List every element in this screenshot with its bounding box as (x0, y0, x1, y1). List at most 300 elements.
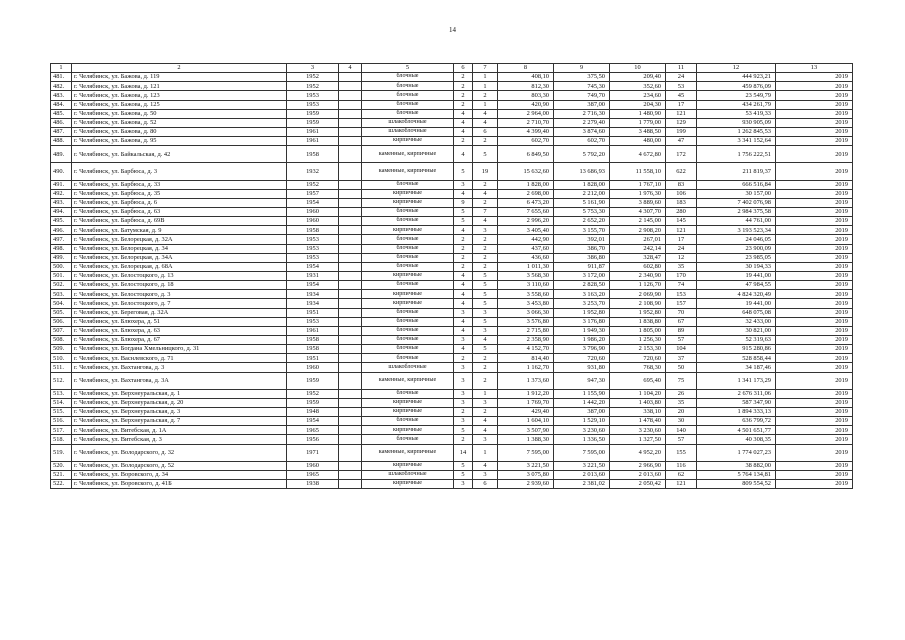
cell-total-area: 437,60 (498, 244, 554, 253)
cell-wall-material: шлакоблочные (362, 363, 454, 372)
table-row (51, 244, 853, 253)
cell-apartments-area: 1 104,20 (610, 389, 666, 398)
cell-floors: 3 (454, 363, 473, 372)
cell-wall-material: шлакоблочные (362, 118, 454, 127)
table-row (51, 470, 853, 479)
cell-living-area: 1 155,90 (554, 389, 610, 398)
cell-residents: 37 (666, 354, 697, 363)
cell-build-year: 1932 (287, 163, 339, 180)
header-cell-floors: 6 (454, 64, 473, 73)
cell-apartments-area: 2 108,90 (610, 299, 666, 308)
cell-apartments-area: 2 050,42 (610, 480, 666, 489)
cell-residents: 75 (666, 372, 697, 389)
cell-build-year: 1959 (287, 398, 339, 407)
cell-living-area: 2 716,30 (554, 109, 610, 118)
table-row (51, 345, 853, 354)
cell-total-area: 2 358,90 (498, 336, 554, 345)
cell-col-4 (339, 272, 362, 281)
header-cell-col-4: 4 (339, 64, 362, 73)
cell-total-area: 15 632,60 (498, 163, 554, 180)
table-row (51, 354, 853, 363)
table-body (51, 64, 853, 489)
cell-total-area: 3 405,40 (498, 226, 554, 235)
cell-living-area: 3 874,60 (554, 127, 610, 136)
table-row (51, 426, 853, 435)
cell-year: 2019 (776, 354, 853, 363)
cell-col-4 (339, 480, 362, 489)
cell-col-4 (339, 118, 362, 127)
cell-floors: 4 (454, 189, 473, 198)
cell-col-4 (339, 398, 362, 407)
cell-entrances: 5 (473, 317, 498, 326)
cell-living-area: 3 253,70 (554, 299, 610, 308)
cell-apartments-area: 720,60 (610, 354, 666, 363)
cell-entrances: 5 (473, 281, 498, 290)
cell-cost: 23 549,79 (697, 91, 776, 100)
cell-entrances: 3 (473, 226, 498, 235)
cell-living-area: 5 792,20 (554, 146, 610, 163)
cell-year: 2019 (776, 262, 853, 271)
cell-build-year: 1953 (287, 253, 339, 262)
cell-address: г. Челябинск, ул. Белорецкая, д. 32А (72, 235, 287, 244)
cell-total-area: 3 568,30 (498, 272, 554, 281)
cell-col-4 (339, 281, 362, 290)
cell-year: 2019 (776, 398, 853, 407)
cell-year: 2019 (776, 226, 853, 235)
table-row (51, 363, 853, 372)
cell-address: г. Челябинск, ул. Бажова, д. 123 (72, 91, 287, 100)
cell-col-4 (339, 253, 362, 262)
cell-col-4 (339, 82, 362, 91)
cell-cost: 4 501 651,77 (697, 426, 776, 435)
cell-build-year: 1954 (287, 281, 339, 290)
cell-cost: 19 441,00 (697, 299, 776, 308)
cell-entrances: 5 (473, 146, 498, 163)
cell-entrances: 2 (473, 363, 498, 372)
cell-build-year: 1954 (287, 262, 339, 271)
cell-floors: 9 (454, 198, 473, 207)
cell-total-area: 602,70 (498, 137, 554, 146)
cell-col-4 (339, 363, 362, 372)
cell-wall-material: блочные (362, 217, 454, 226)
cell-entrances: 2 (473, 198, 498, 207)
cell-wall-material: блочные (362, 109, 454, 118)
cell-year: 2019 (776, 189, 853, 198)
cell-residents: 199 (666, 127, 697, 136)
cell-apartments-area: 338,10 (610, 408, 666, 417)
cell-floors: 2 (454, 435, 473, 444)
cell-cost: 1 756 222,51 (697, 146, 776, 163)
table-row (51, 127, 853, 136)
cell-floors: 4 (454, 299, 473, 308)
cell-apartments-area: 2 966,90 (610, 461, 666, 470)
cell-address: г. Челябинск, ул. Батумская, д. 9 (72, 226, 287, 235)
cell-row-number: 490. (51, 163, 72, 180)
cell-floors: 5 (454, 461, 473, 470)
cell-build-year: 1931 (287, 272, 339, 281)
cell-floors: 4 (454, 118, 473, 127)
cell-wall-material: кирпичные (362, 198, 454, 207)
cell-year: 2019 (776, 326, 853, 335)
cell-wall-material: блочные (362, 253, 454, 262)
cell-wall-material: блочные (362, 354, 454, 363)
cell-entrances: 5 (473, 299, 498, 308)
cell-col-4 (339, 163, 362, 180)
cell-year: 2019 (776, 389, 853, 398)
cell-apartments-area: 602,80 (610, 262, 666, 271)
cell-col-4 (339, 435, 362, 444)
cell-col-4 (339, 345, 362, 354)
cell-address: г. Челябинск, ул. Володарского, д. 52 (72, 461, 287, 470)
cell-row-number: 517. (51, 426, 72, 435)
cell-build-year: 1948 (287, 408, 339, 417)
cell-total-area: 1 373,60 (498, 372, 554, 389)
cell-total-area: 3 110,60 (498, 281, 554, 290)
table-row (51, 372, 853, 389)
cell-wall-material: кирпичные (362, 426, 454, 435)
cell-residents: 280 (666, 208, 697, 217)
cell-wall-material: блочные (362, 82, 454, 91)
cell-col-4 (339, 336, 362, 345)
cell-apartments-area: 480,00 (610, 137, 666, 146)
cell-wall-material: кирпичные (362, 480, 454, 489)
table-row (51, 398, 853, 407)
cell-wall-material: шлакоблочные (362, 127, 454, 136)
cell-year: 2019 (776, 217, 853, 226)
cell-address: г. Челябинск, ул. Барбюса, д. 3 (72, 163, 287, 180)
cell-total-area: 2 698,00 (498, 189, 554, 198)
cell-residents: 57 (666, 336, 697, 345)
cell-living-area: 7 595,00 (554, 444, 610, 461)
cell-build-year: 1954 (287, 417, 339, 426)
cell-build-year: 1965 (287, 426, 339, 435)
cell-cost: 53 419,33 (697, 109, 776, 118)
cell-row-number: 506. (51, 317, 72, 326)
table-row (51, 336, 853, 345)
cell-build-year: 1960 (287, 217, 339, 226)
cell-total-area: 1 604,10 (498, 417, 554, 426)
cell-living-area: 3 221,50 (554, 461, 610, 470)
cell-cost: 666 516,84 (697, 180, 776, 189)
cell-total-area: 814,40 (498, 354, 554, 363)
cell-living-area: 2 652,20 (554, 217, 610, 226)
cell-cost: 5 764 134,81 (697, 470, 776, 479)
cell-living-area: 911,87 (554, 262, 610, 271)
cell-cost: 47 984,55 (697, 281, 776, 290)
cell-living-area: 931,80 (554, 363, 610, 372)
cell-cost: 34 187,46 (697, 363, 776, 372)
cell-row-number: 509. (51, 345, 72, 354)
cell-apartments-area: 1 480,90 (610, 109, 666, 118)
cell-address: г. Челябинск, ул. Богдана Хмельницкого, д. 31 (72, 345, 287, 354)
cell-build-year: 1960 (287, 363, 339, 372)
header-cell-row-number: 1 (51, 64, 72, 73)
cell-floors: 3 (454, 398, 473, 407)
table-row (51, 389, 853, 398)
cell-build-year: 1951 (287, 308, 339, 317)
cell-build-year: 1958 (287, 226, 339, 235)
cell-build-year: 1953 (287, 91, 339, 100)
cell-address: г. Челябинск, ул. Барбюса, д. 6 (72, 198, 287, 207)
cell-wall-material: кирпичные (362, 461, 454, 470)
cell-total-area: 408,10 (498, 73, 554, 82)
cell-entrances: 4 (473, 336, 498, 345)
cell-floors: 4 (454, 290, 473, 299)
cell-total-area: 3 453,80 (498, 299, 554, 308)
cell-residents: 129 (666, 118, 697, 127)
cell-build-year: 1953 (287, 100, 339, 109)
cell-entrances: 2 (473, 262, 498, 271)
cell-cost: 587 347,90 (697, 398, 776, 407)
cell-col-4 (339, 426, 362, 435)
cell-floors: 2 (454, 354, 473, 363)
cell-wall-material: кирпичные (362, 137, 454, 146)
cell-apartments-area: 1 403,80 (610, 398, 666, 407)
cell-floors: 14 (454, 444, 473, 461)
cell-year: 2019 (776, 118, 853, 127)
cell-build-year: 1952 (287, 389, 339, 398)
cell-year: 2019 (776, 198, 853, 207)
table-row (51, 417, 853, 426)
cell-wall-material: каменные, кирпичные (362, 163, 454, 180)
cell-floors: 2 (454, 73, 473, 82)
cell-col-4 (339, 417, 362, 426)
cell-floors: 4 (454, 272, 473, 281)
cell-wall-material: блочные (362, 73, 454, 82)
cell-living-area: 1 442,20 (554, 398, 610, 407)
cell-address: г. Челябинск, ул. Васнлевского, д. 71 (72, 354, 287, 363)
cell-entrances: 3 (473, 398, 498, 407)
cell-living-area: 375,50 (554, 73, 610, 82)
table-row (51, 408, 853, 417)
cell-apartments-area: 1 779,00 (610, 118, 666, 127)
cell-build-year: 1971 (287, 444, 339, 461)
header-row (51, 64, 853, 73)
cell-total-area: 1 011,30 (498, 262, 554, 271)
cell-cost: 444 923,21 (697, 73, 776, 82)
cell-year: 2019 (776, 461, 853, 470)
cell-wall-material: кирпичные (362, 408, 454, 417)
cell-build-year: 1952 (287, 82, 339, 91)
cell-col-4 (339, 91, 362, 100)
cell-row-number: 516. (51, 417, 72, 426)
cell-year: 2019 (776, 435, 853, 444)
cell-apartments-area: 3 230,60 (610, 426, 666, 435)
table-row (51, 326, 853, 335)
cell-living-area: 1 336,50 (554, 435, 610, 444)
cell-total-area: 3 221,50 (498, 461, 554, 470)
table-row (51, 82, 853, 91)
header-cell-apartments-area: 10 (610, 64, 666, 73)
cell-cost: 23 900,09 (697, 244, 776, 253)
cell-address: г. Челябинск, ул. Бажова, д. 121 (72, 82, 287, 91)
cell-entrances: 1 (473, 389, 498, 398)
cell-residents: 83 (666, 180, 697, 189)
cell-build-year: 1958 (287, 146, 339, 163)
cell-living-area: 387,00 (554, 100, 610, 109)
cell-apartments-area: 695,40 (610, 372, 666, 389)
cell-row-number: 514. (51, 398, 72, 407)
cell-living-area: 386,70 (554, 244, 610, 253)
cell-wall-material: блочные (362, 100, 454, 109)
cell-col-4 (339, 146, 362, 163)
cell-col-4 (339, 137, 362, 146)
table-row (51, 235, 853, 244)
cell-total-area: 1 162,70 (498, 363, 554, 372)
cell-apartments-area: 234,60 (610, 91, 666, 100)
cell-cost: 19 441,00 (697, 272, 776, 281)
cell-address: г. Челябинск, ул. Бажова, д. 125 (72, 100, 287, 109)
cell-entrances: 1 (473, 100, 498, 109)
cell-col-4 (339, 180, 362, 189)
cell-floors: 3 (454, 417, 473, 426)
cell-apartments-area: 352,60 (610, 82, 666, 91)
cell-cost: 30 821,00 (697, 326, 776, 335)
cell-residents: 35 (666, 398, 697, 407)
cell-total-area: 6 849,50 (498, 146, 554, 163)
cell-wall-material: каменные, кирпичные (362, 146, 454, 163)
cell-build-year: 1953 (287, 317, 339, 326)
cell-cost: 809 554,52 (697, 480, 776, 489)
cell-living-area: 387,00 (554, 408, 610, 417)
cell-build-year: 1961 (287, 127, 339, 136)
cell-row-number: 491. (51, 180, 72, 189)
table-row (51, 444, 853, 461)
cell-row-number: 512. (51, 372, 72, 389)
table-row (51, 73, 853, 82)
cell-apartments-area: 1 952,80 (610, 308, 666, 317)
cell-wall-material: блочные (362, 281, 454, 290)
cell-col-4 (339, 217, 362, 226)
cell-residents: 12 (666, 253, 697, 262)
cell-build-year: 1961 (287, 326, 339, 335)
cell-build-year: 1934 (287, 299, 339, 308)
cell-entrances: 5 (473, 345, 498, 354)
cell-address: г. Челябинск, ул. Верхнеуральская, д. 3 (72, 408, 287, 417)
cell-year: 2019 (776, 235, 853, 244)
cell-total-area: 1 769,70 (498, 398, 554, 407)
cell-cost: 1 262 845,53 (697, 127, 776, 136)
table-row (51, 163, 853, 180)
cell-entrances: 2 (473, 235, 498, 244)
cell-year: 2019 (776, 290, 853, 299)
cell-build-year: 1953 (287, 244, 339, 253)
cell-floors: 2 (454, 262, 473, 271)
cell-row-number: 492. (51, 189, 72, 198)
cell-build-year: 1956 (287, 435, 339, 444)
cell-apartments-area: 204,30 (610, 100, 666, 109)
cell-floors: 2 (454, 91, 473, 100)
cell-build-year: 1958 (287, 345, 339, 354)
cell-address: г. Челябинск, ул. Белорецкая, д. 68А (72, 262, 287, 271)
cell-floors: 3 (454, 308, 473, 317)
cell-year: 2019 (776, 308, 853, 317)
cell-living-area: 749,70 (554, 91, 610, 100)
cell-row-number: 501. (51, 272, 72, 281)
cell-floors: 4 (454, 109, 473, 118)
cell-year: 2019 (776, 146, 853, 163)
cell-year: 2019 (776, 244, 853, 253)
header-cell-living-area: 9 (554, 64, 610, 73)
cell-address: г. Челябинск, ул. Бажова, д. 119 (72, 73, 287, 82)
cell-total-area: 3 066,30 (498, 308, 554, 317)
cell-residents: 183 (666, 198, 697, 207)
cell-living-area: 3 230,60 (554, 426, 610, 435)
cell-entrances: 4 (473, 461, 498, 470)
cell-build-year: 1951 (287, 354, 339, 363)
table-row (51, 480, 853, 489)
cell-living-area: 3 176,80 (554, 317, 610, 326)
cell-total-area: 6 473,20 (498, 198, 554, 207)
cell-col-4 (339, 290, 362, 299)
cell-cost: 915 280,86 (697, 345, 776, 354)
cell-living-area: 2 013,60 (554, 470, 610, 479)
cell-entrances: 2 (473, 244, 498, 253)
cell-living-area: 1 952,80 (554, 308, 610, 317)
cell-floors: 2 (454, 244, 473, 253)
cell-living-area: 1 529,10 (554, 417, 610, 426)
table-row (51, 272, 853, 281)
table-row (51, 317, 853, 326)
cell-living-area: 1 986,20 (554, 336, 610, 345)
cell-residents: 153 (666, 290, 697, 299)
cell-build-year: 1959 (287, 118, 339, 127)
cell-build-year: 1953 (287, 235, 339, 244)
cell-row-number: 505. (51, 308, 72, 317)
cell-year: 2019 (776, 109, 853, 118)
cell-year: 2019 (776, 272, 853, 281)
cell-living-area: 745,30 (554, 82, 610, 91)
cell-apartments-area: 2 145,00 (610, 217, 666, 226)
cell-cost: 434 261,79 (697, 100, 776, 109)
cell-build-year: 1959 (287, 109, 339, 118)
table-row (51, 146, 853, 163)
cell-living-area: 2 381,02 (554, 480, 610, 489)
table-row (51, 118, 853, 127)
cell-row-number: 522. (51, 480, 72, 489)
cell-total-area: 429,40 (498, 408, 554, 417)
cell-cost: 30 194,33 (697, 262, 776, 271)
table-row (51, 281, 853, 290)
cell-address: г. Челябинск, ул. Володарского, д. 32 (72, 444, 287, 461)
cell-wall-material: кирпичные (362, 299, 454, 308)
cell-floors: 4 (454, 281, 473, 290)
cell-residents: 50 (666, 363, 697, 372)
cell-row-number: 507. (51, 326, 72, 335)
cell-living-area: 5 753,30 (554, 208, 610, 217)
cell-living-area: 1 949,30 (554, 326, 610, 335)
cell-total-area: 1 388,30 (498, 435, 554, 444)
cell-living-area: 5 161,90 (554, 198, 610, 207)
cell-row-number: 499. (51, 253, 72, 262)
cell-floors: 5 (454, 470, 473, 479)
cell-entrances: 3 (473, 326, 498, 335)
cell-cost: 2 984 375,58 (697, 208, 776, 217)
cell-residents: 74 (666, 281, 697, 290)
cell-address: г. Челябинск, ул. Барбюса, д. 63 (72, 208, 287, 217)
cell-address: г. Челябинск, ул. Верхнеуральская, д. 20 (72, 398, 287, 407)
cell-year: 2019 (776, 208, 853, 217)
cell-residents: 121 (666, 480, 697, 489)
header-cell-year: 13 (776, 64, 853, 73)
cell-year: 2019 (776, 426, 853, 435)
cell-total-area: 442,90 (498, 235, 554, 244)
cell-total-area: 3 558,60 (498, 290, 554, 299)
cell-entrances: 3 (473, 308, 498, 317)
cell-wall-material: кирпичные (362, 290, 454, 299)
cell-build-year: 1934 (287, 290, 339, 299)
cell-year: 2019 (776, 408, 853, 417)
